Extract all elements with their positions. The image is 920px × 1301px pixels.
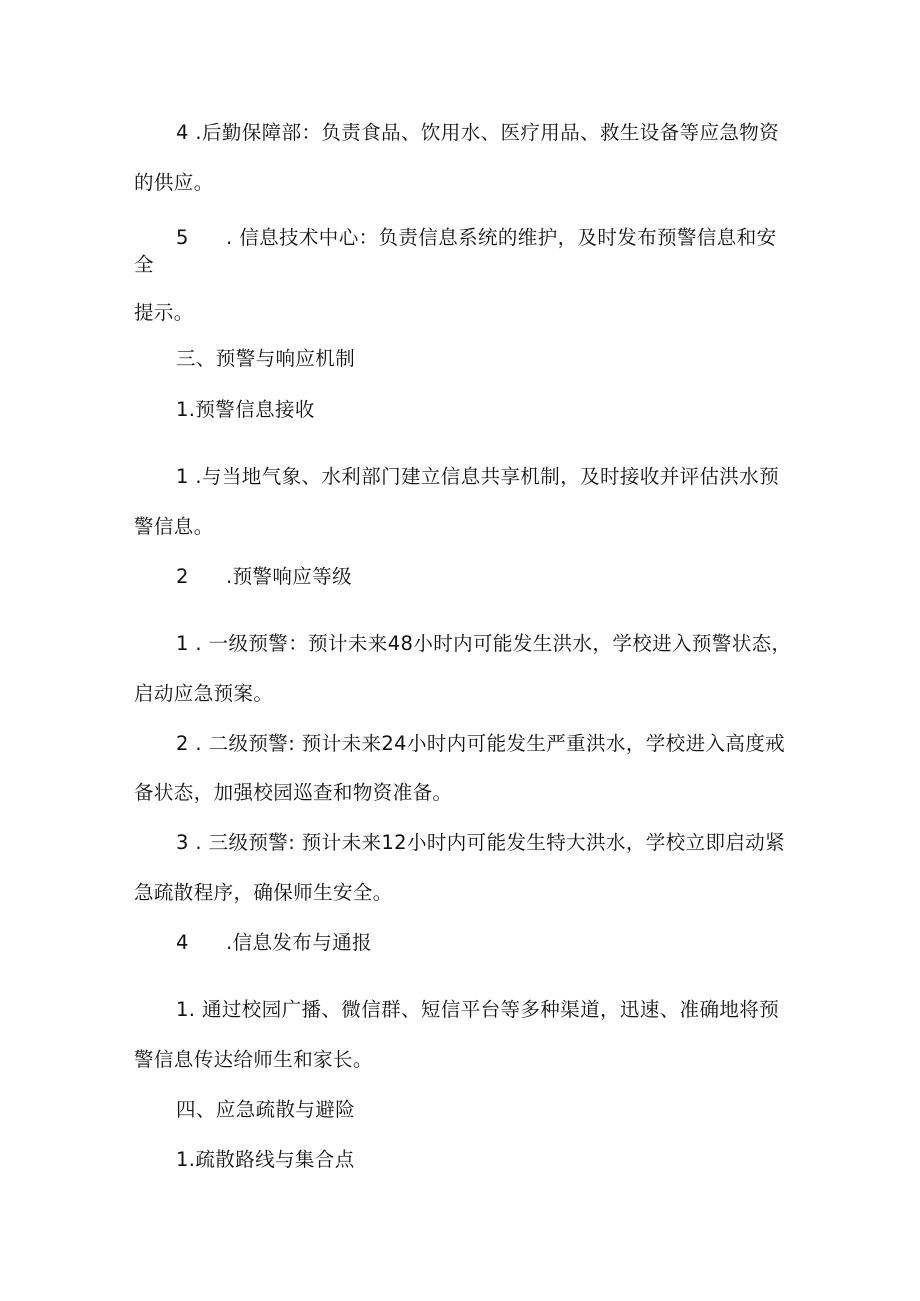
list-number: 2 xyxy=(176,565,189,588)
list-number: 5 xyxy=(176,226,189,249)
paragraph-line: 的供应。 xyxy=(134,171,214,194)
paragraph-line: 全 xyxy=(134,253,154,276)
paragraph-line: 1 . 一级预警：预计未来48小时内可能发生洪水，学校进入预警状态， xyxy=(176,632,792,655)
section-heading: 三、预警与响应机制 xyxy=(176,347,356,370)
subsection-heading: 1.疏散路线与集合点 xyxy=(176,1148,355,1171)
paragraph-line: . 信息技术中心：负责信息系统的维护，及时发布预警信息和安 xyxy=(226,226,777,249)
subsection-heading: .预警响应等级 xyxy=(226,565,352,588)
paragraph-line: 提示。 xyxy=(134,301,194,324)
list-number: 4 xyxy=(176,931,189,954)
paragraph-line: 备状态，加强校园巡查和物资准备。 xyxy=(134,781,453,804)
paragraph-line: 1. 通过校园广播、微信群、短信平台等多种渠道，迅速、准确地将预 xyxy=(176,998,780,1021)
subsection-heading: 1.预警信息接收 xyxy=(176,398,315,421)
section-heading: 四、应急疏散与避险 xyxy=(176,1098,356,1121)
paragraph-line: 警信息。 xyxy=(134,515,214,538)
paragraph-line: 警信息传达给师生和家长。 xyxy=(134,1048,373,1071)
paragraph-line: 急疏散程序，确保师生安全。 xyxy=(134,881,393,904)
paragraph-line: 2 . 二级预警: 预计未来24小时内可能发生严重洪水，学校进入高度戒 xyxy=(176,732,786,755)
paragraph-line: 1 .与当地气象、水利部门建立信息共享机制，及时接收并评估洪水预 xyxy=(176,465,780,488)
subsection-heading: .信息发布与通报 xyxy=(226,931,372,954)
paragraph-line: 启动应急预案。 xyxy=(134,682,274,705)
paragraph-line: 3 . 三级预警: 预计未来12小时内可能发生特大洪水，学校立即启动紧 xyxy=(176,831,786,854)
paragraph-line: 4 .后勤保障部：负责食品、饮用水、医疗用品、救生设备等应急物资 xyxy=(176,121,780,144)
